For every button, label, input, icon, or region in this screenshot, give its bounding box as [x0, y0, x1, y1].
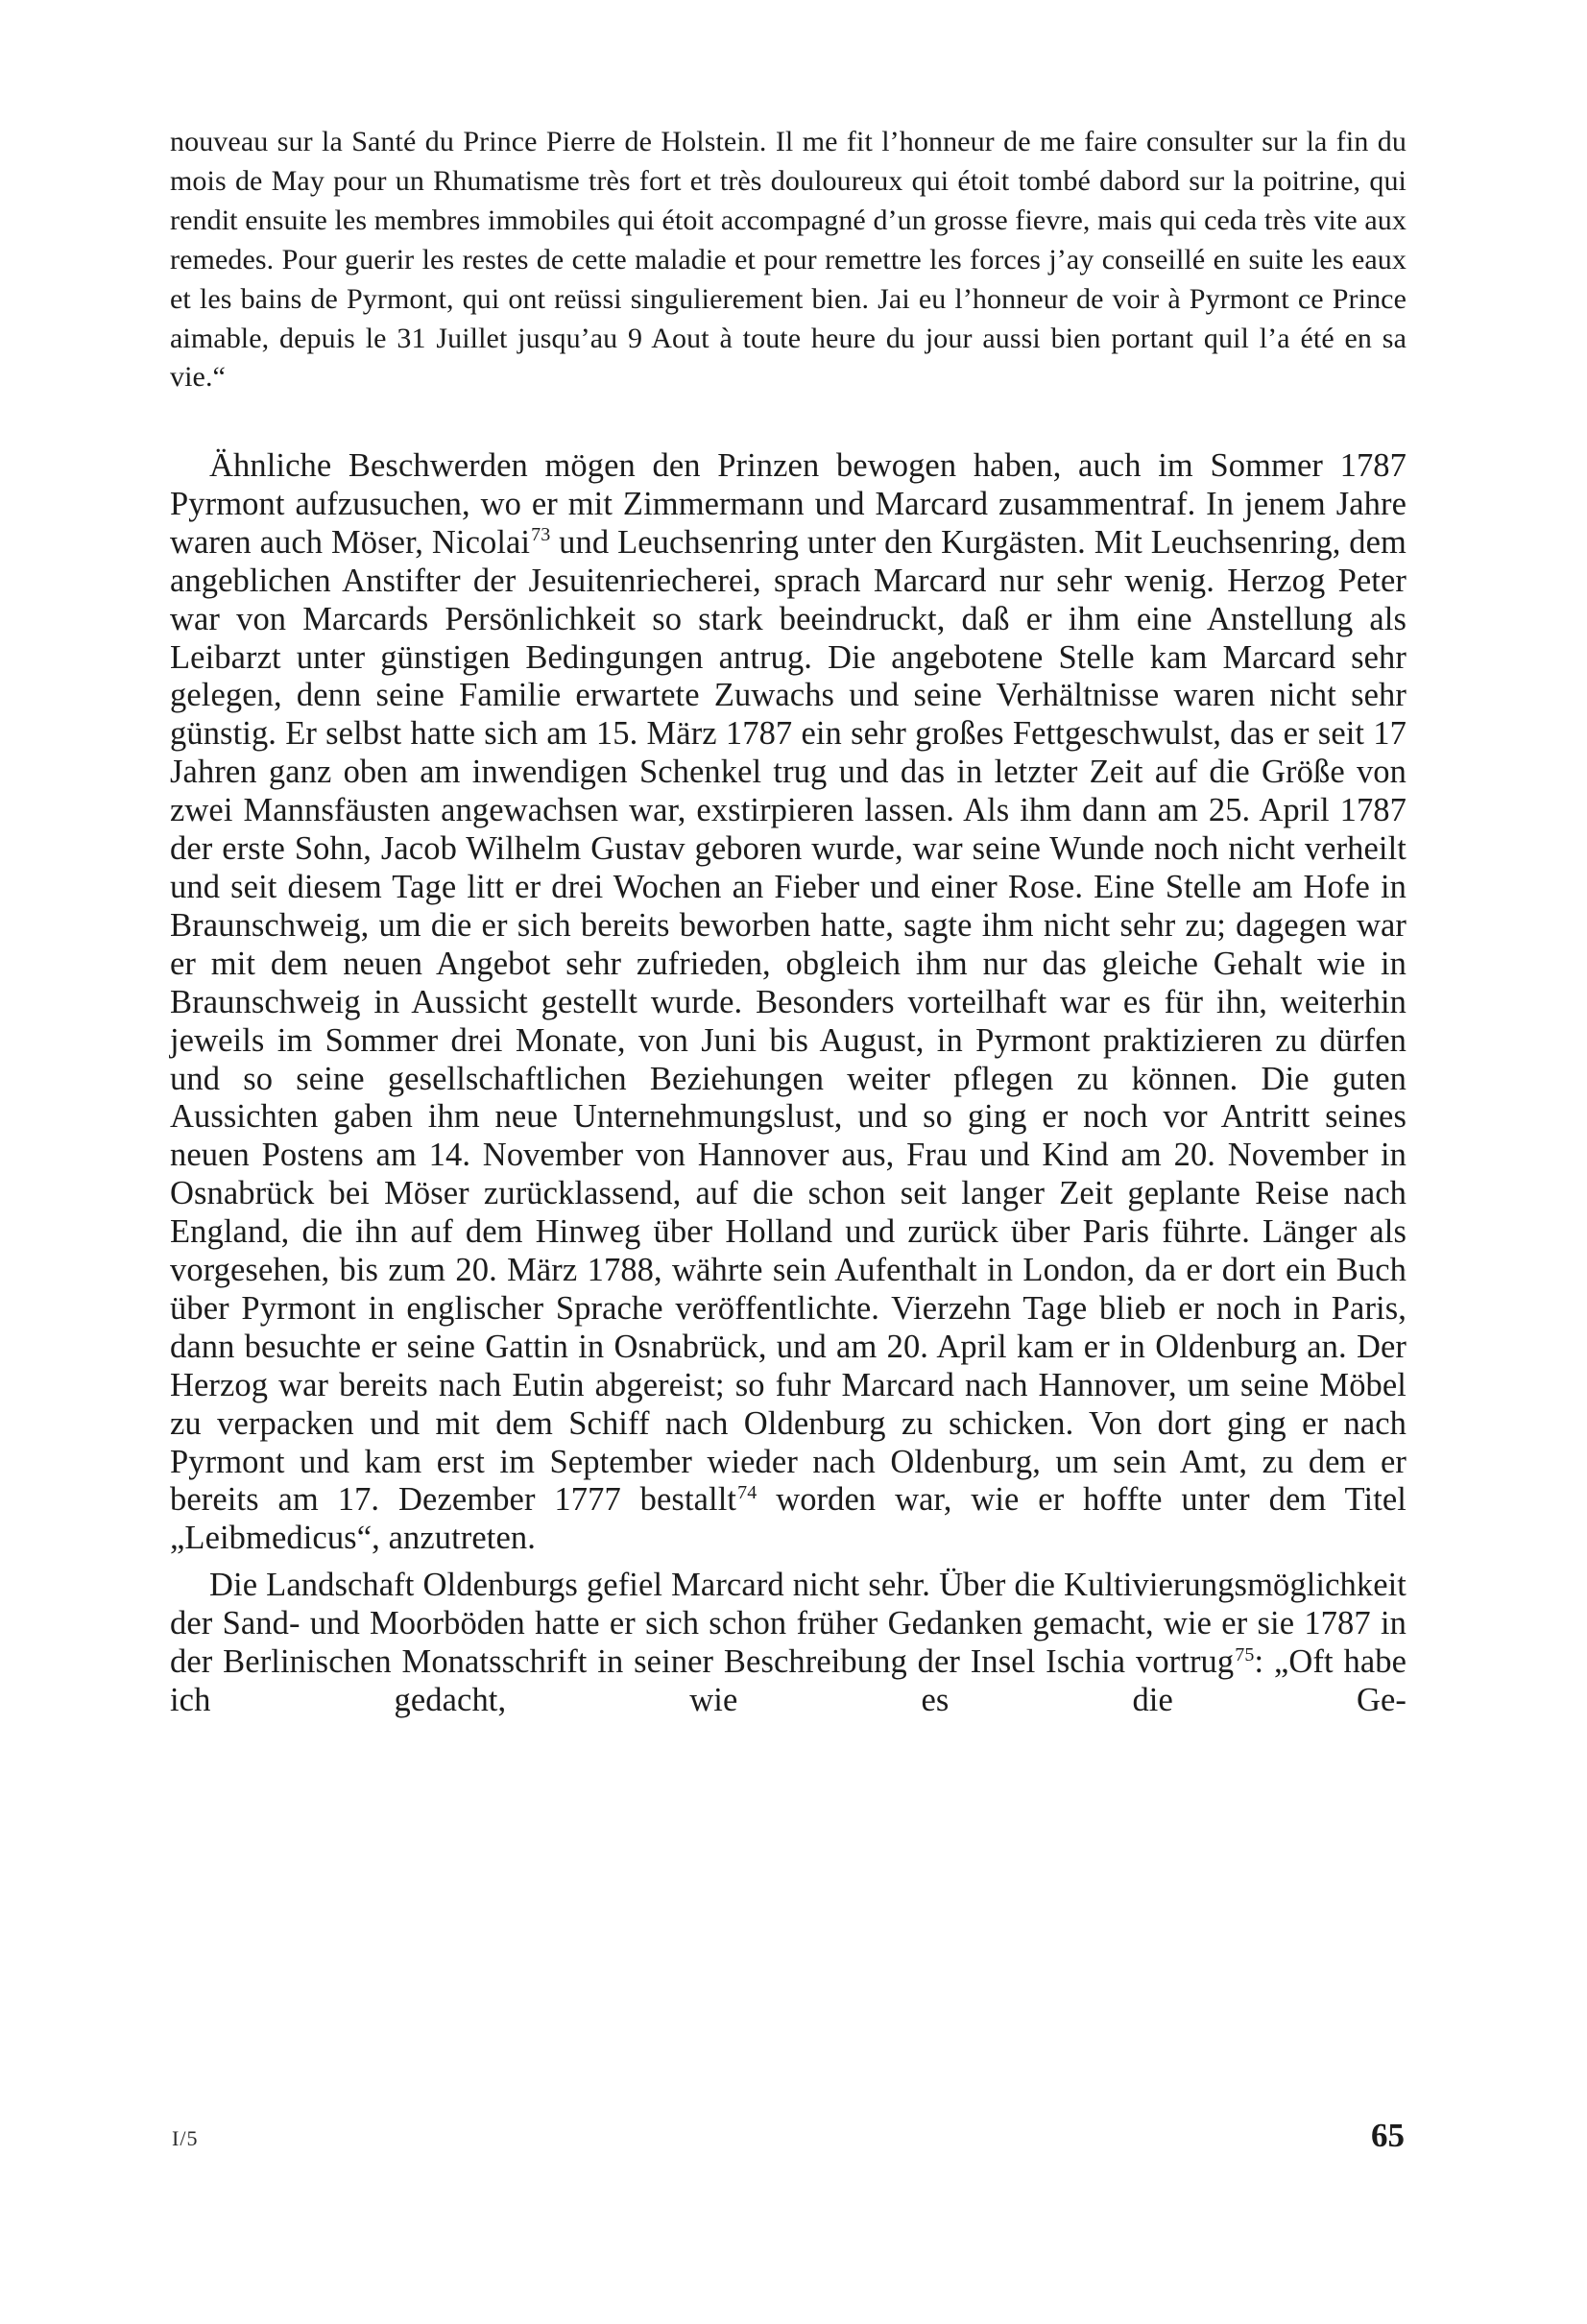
paragraph-pyrmont-1787	[170, 447, 1407, 1558]
page-number: 65	[1371, 2117, 1405, 2154]
page-footer	[170, 2117, 1407, 2159]
paragraph-oldenburg-landscape	[170, 1567, 1407, 1720]
quotation-text: nouveau sur la Santé du Prince Pierre de Holstein. Il me fit l’honneur de me faire consulter sur la fin du mois de May pour un Rhumatisme très fort et très douloureux qui étoit tombé dabord sur la poitrine, qui rendit ensuite les membres immobiles qui étoit accompagné d’un grosse fievre, mais qui ceda très vite aux remedes. Pour guerir les restes de cette maladie et pour remettre les forces j’ay conseillé en suite les eaux et les bains de Pyrmont, qui ont reüssi singulierement bien. Jai eu l’honneur de voir à Pyrmont ce Prince aimable, depuis le 31 Juillet jusqu’au 9 Aout à toute heure du jour aussi bien portant quil l’a été en sa vie.“	[170, 126, 1407, 394]
french-quotation	[170, 123, 1407, 397]
sheet-signature: I/5	[172, 2126, 199, 2150]
paragraph-text: worden war, wie er hoffte unter dem Titel „Leibmedicus“, anzutreten.	[170, 1481, 1407, 1557]
footnote-ref-74: 74	[737, 1482, 757, 1504]
paragraph-text: Die Landschaft Oldenburgs gefiel Marcard nicht sehr. Über die Kultivierungsmöglichkeit der Sand- und Moorböden hatte er sich schon früher Gedanken gemacht, wie er sie 1787 in der Berlinischen Monatsschrift in seiner Beschreibung der Insel Ischia vortrug	[170, 1567, 1407, 1681]
footnote-ref-75: 75	[1235, 1643, 1255, 1665]
paragraph-text: Ähnliche Beschwerden mögen den Prinzen bewogen haben, auch im Sommer 1787 Pyrmont aufzusuchen, wo er mit Zimmermann und Marcard zusammentraf. In jenem Jahre waren auch Möser, Nicolai	[170, 447, 1407, 561]
paragraph-text: : „Oft habe ich gedacht, wie es die Ge-	[170, 1643, 1407, 1718]
body-text	[170, 447, 1407, 1720]
footnote-ref-73: 73	[531, 524, 551, 546]
paragraph-text: und Leuchsenring unter den Kurgästen. Mit Leuchsenring, dem angeblichen Anstifter der Jesuitenriecherei, sprach Marcard nur sehr wenig. Herzog Peter war von Marcards Persönlichkeit so stark beeindruckt, daß er ihm eine Anstellung als Leibarzt unter günstigen Bedingungen antrug. Die angebotene Stelle kam Marcard sehr gelegen, denn seine Familie erwartete Zuwachs und seine Verhältnisse waren nicht sehr günstig. Er selbst hatte sich am 15. März 1787 ein sehr großes Fettgeschwulst, das er seit 17 Jahren ganz oben am inwendigen Schenkel trug und das in letzter Zeit auf die Größe von zwei Mannsfäusten angewachsen war, exstirpieren lassen. Als ihm dann am 25. April 1787 der erste Sohn, Jacob Wilhelm Gustav geboren wurde, war seine Wunde noch nicht verheilt und seit diesem Tage litt er drei Wochen an Fieber und einer Rose. Eine Stelle am Hofe in Braunschweig, um die er sich bereits beworben hatte, sagte ihm nicht sehr zu; dagegen war er mit dem neuen Angebot sehr zufrieden, obgleich ihm nur das gleiche Gehalt wie in Braunschweig in Aussicht gestellt wurde. Besonders vorteilhaft war es für ihn, weiterhin jeweils im Sommer drei Monate, von Juni bis August, in Pyrmont praktizieren zu dürfen und so seine gesellschaftlichen Beziehungen weiter pflegen zu können. Die guten Aussichten gaben ihm neue Unternehmungslust, und so ging er noch vor Antritt seines neuen Postens am 14. November von Hannover aus, Frau und Kind am 20. November in Osnabrück bei Möser zurücklassend, auf die schon seit langer Zeit geplante Reise nach England, die ihn auf dem Hinweg über Holland und zurück über Paris führte. Länger als vorgesehen, bis zum 20. März 1788, währte sein Aufenthalt in London, da er dort ein Buch über Pyrmont in englischer Sprache veröffentlichte. Vierzehn Tage blieb er noch in Paris, dann besuchte er seine Gattin in Osnabrück, und am 20. April kam er in Oldenburg an. Der Herzog war bereits nach Eutin abgereist; so fuhr Marcard nach Hannover, um seine Möbel zu verpacken und mit dem Schiff nach Oldenburg zu schicken. Von dort ging er nach Pyrmont und kam erst im September wieder nach Oldenburg, um sein Amt, zu dem er bereits am 17. Dezember 1777 bestallt	[170, 523, 1407, 1519]
